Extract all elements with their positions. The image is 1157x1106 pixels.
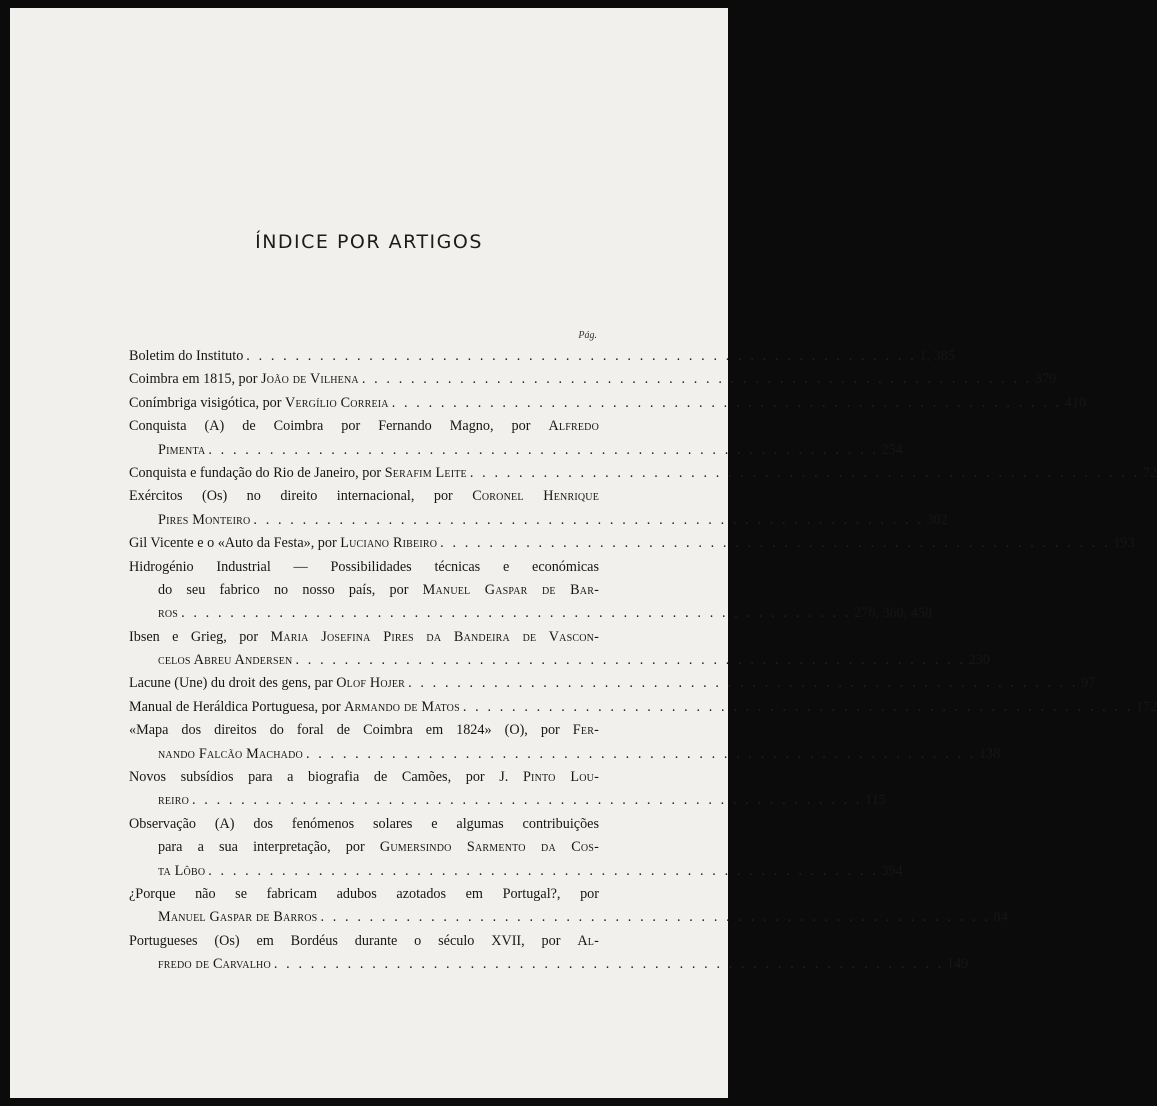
toc-line <box>129 862 903 886</box>
page-number: 193 <box>1113 535 1135 552</box>
page-column-label: Pág. <box>578 330 597 341</box>
page-number: 172 <box>1135 698 1157 715</box>
page-number: 230 <box>968 652 990 669</box>
toc-line <box>129 582 599 605</box>
table-of-contents <box>129 348 1157 980</box>
entry-author: Maria Josefina Pires da Bandeira de Vascon- <box>270 628 599 645</box>
toc-line <box>129 488 599 511</box>
entry-text <box>158 909 317 926</box>
entry-text <box>129 465 467 482</box>
dot-leader <box>389 395 1065 412</box>
toc-line <box>129 956 969 979</box>
dot-leader <box>292 652 968 669</box>
toc-line <box>129 886 599 909</box>
entry-text <box>129 395 389 412</box>
toc-line <box>129 511 948 535</box>
toc-line <box>129 792 886 815</box>
toc-line <box>129 675 1096 698</box>
entry-text <box>129 816 599 833</box>
page-title: ÍNDICE POR ARTIGOS <box>255 230 483 253</box>
toc-line <box>129 418 599 441</box>
entry-text <box>158 746 303 763</box>
dot-leader <box>243 348 919 365</box>
entry-text <box>158 839 599 856</box>
entry-author: Pires Monteiro <box>158 511 251 528</box>
page-number: 84 <box>993 909 1008 926</box>
entry-title: Portugueses (Os) em Bordéus durante o século XVII, por <box>129 932 578 949</box>
entry-title: Boletim do Instituto <box>129 348 244 364</box>
entry-title: Gil Vicente e o «Auto da Festa», por <box>129 535 341 552</box>
entry-text <box>158 605 178 622</box>
toc-line <box>129 698 1157 722</box>
entry-text <box>158 792 189 809</box>
entry-author: Fer- <box>572 722 599 739</box>
toc-line <box>129 464 1157 488</box>
page-number: 97 <box>1081 675 1096 692</box>
page-number: 1, 385 <box>919 348 955 364</box>
entry-text <box>129 371 359 388</box>
entry-text <box>129 348 243 365</box>
entry-text <box>129 629 599 646</box>
dot-leader <box>359 371 1035 388</box>
dot-leader <box>467 465 1143 482</box>
entry-author: Vergílio Correia <box>285 394 389 411</box>
entry-author: Manuel Gaspar de Bar- <box>422 581 599 598</box>
page-number: 379 <box>1034 371 1057 388</box>
toc-line <box>129 371 1057 394</box>
toc-line <box>129 769 599 792</box>
entry-title: Ibsen e Grieg, por <box>129 628 271 645</box>
page-number: 72 <box>1142 464 1157 481</box>
dot-leader <box>405 675 1081 692</box>
entry-text <box>129 535 437 552</box>
dot-leader <box>271 956 947 973</box>
entry-title: ¿Porque não se fabricam adubos azotados em Portugal?, por <box>129 885 599 902</box>
book-page <box>10 8 1157 1098</box>
page-number: 138 <box>978 745 1001 762</box>
entry-author: Serafim Leite <box>384 464 467 481</box>
entry-author: ta Lôbo <box>158 862 206 879</box>
dot-leader <box>317 909 993 926</box>
dot-leader <box>178 605 854 622</box>
page-number: 149 <box>946 956 969 973</box>
entry-text <box>158 863 205 880</box>
entry-author: Coronel Henrique <box>472 488 600 505</box>
dot-leader <box>303 746 979 763</box>
toc-line <box>129 839 599 862</box>
entry-title: Manual de Heráldica Portuguesa, por <box>129 698 345 715</box>
toc-line <box>129 559 599 582</box>
dot-leader <box>189 792 865 809</box>
entry-text <box>129 769 599 786</box>
dot-leader <box>205 863 881 880</box>
page-number: 276, 360, 458 <box>854 605 933 622</box>
entry-title: Conquista e fundação do Rio de Janeiro, por <box>129 464 385 481</box>
entry-author: nando Falcão Machado <box>158 745 303 762</box>
entry-text <box>129 418 599 435</box>
toc-line <box>129 629 599 652</box>
page-number: 394 <box>881 862 903 879</box>
entry-title: Exércitos (Os) no direito internacional, por <box>129 488 473 505</box>
entry-author: fredo de Carvalho <box>158 956 271 973</box>
entry-author: Olof Hojer <box>336 675 406 692</box>
entry-author: Pinto Lou- <box>522 769 599 786</box>
entry-author: Gumersindo Sarmento da Cos- <box>379 839 599 856</box>
entry-text <box>129 488 599 505</box>
entry-title: Conímbriga visigótica, por <box>129 394 286 411</box>
entry-author: reiro <box>158 792 189 809</box>
entry-text <box>129 559 599 576</box>
page-number: 115 <box>865 792 886 809</box>
toc-line <box>129 909 1008 932</box>
entry-title: Lacune (Une) du droit des gens, par <box>129 675 337 692</box>
entry-text <box>158 442 205 459</box>
entry-author: Alfredo <box>548 418 599 435</box>
dot-leader <box>250 512 926 529</box>
entry-author: Armando de Matos <box>344 698 460 715</box>
entry-title: Conquista (A) de Coimbra por Fernando Magno, por <box>129 418 549 435</box>
entry-text <box>129 933 599 950</box>
entry-text <box>129 699 460 716</box>
entry-text <box>158 582 599 599</box>
toc-line <box>129 535 1135 558</box>
page-number: 254 <box>881 441 903 458</box>
toc-line <box>129 652 990 675</box>
toc-line <box>129 441 903 465</box>
page-number: 410 <box>1064 394 1087 411</box>
entry-title: para a sua interpretação, por <box>158 839 380 856</box>
toc-line <box>129 933 599 956</box>
entry-title: do seu fabrico no nosso país, por <box>158 581 423 598</box>
entry-title: Hidrogénio Industrial — Possibilidades técnicas e económicas <box>129 558 599 575</box>
toc-line <box>129 394 1087 418</box>
entry-text <box>158 512 250 529</box>
toc-line <box>129 816 599 839</box>
entry-author: ros <box>158 605 179 622</box>
entry-text <box>158 956 271 973</box>
dot-leader <box>460 699 1136 716</box>
entry-title: Coimbra em 1815, por <box>129 371 262 388</box>
entry-author: Luciano Ribeiro <box>340 535 438 552</box>
entry-text <box>129 675 405 692</box>
entry-text <box>158 652 292 669</box>
entry-author: celos Abreu Andersen <box>158 652 293 669</box>
toc-line <box>129 605 933 628</box>
entry-text <box>129 886 599 903</box>
entry-author: João de Vilhena <box>261 371 359 388</box>
toc-line <box>129 745 1001 769</box>
page-number: 302 <box>926 511 948 528</box>
entry-title: Observação (A) dos fenómenos solares e algumas contribuições <box>129 815 599 832</box>
entry-title: Novos subsídios para a biografia de Camões, por J. <box>129 769 523 786</box>
entry-author: Pimenta <box>158 441 206 458</box>
toc-line <box>129 722 599 745</box>
entry-author: Al- <box>577 932 599 949</box>
entry-title: «Mapa dos direitos do foral de Coimbra em 1824» (O), por <box>129 722 573 739</box>
entry-text <box>129 722 599 739</box>
entry-author: Manuel Gaspar de Barros <box>158 909 318 926</box>
toc-line <box>129 348 955 371</box>
dot-leader <box>205 442 881 459</box>
dot-leader <box>437 535 1113 552</box>
